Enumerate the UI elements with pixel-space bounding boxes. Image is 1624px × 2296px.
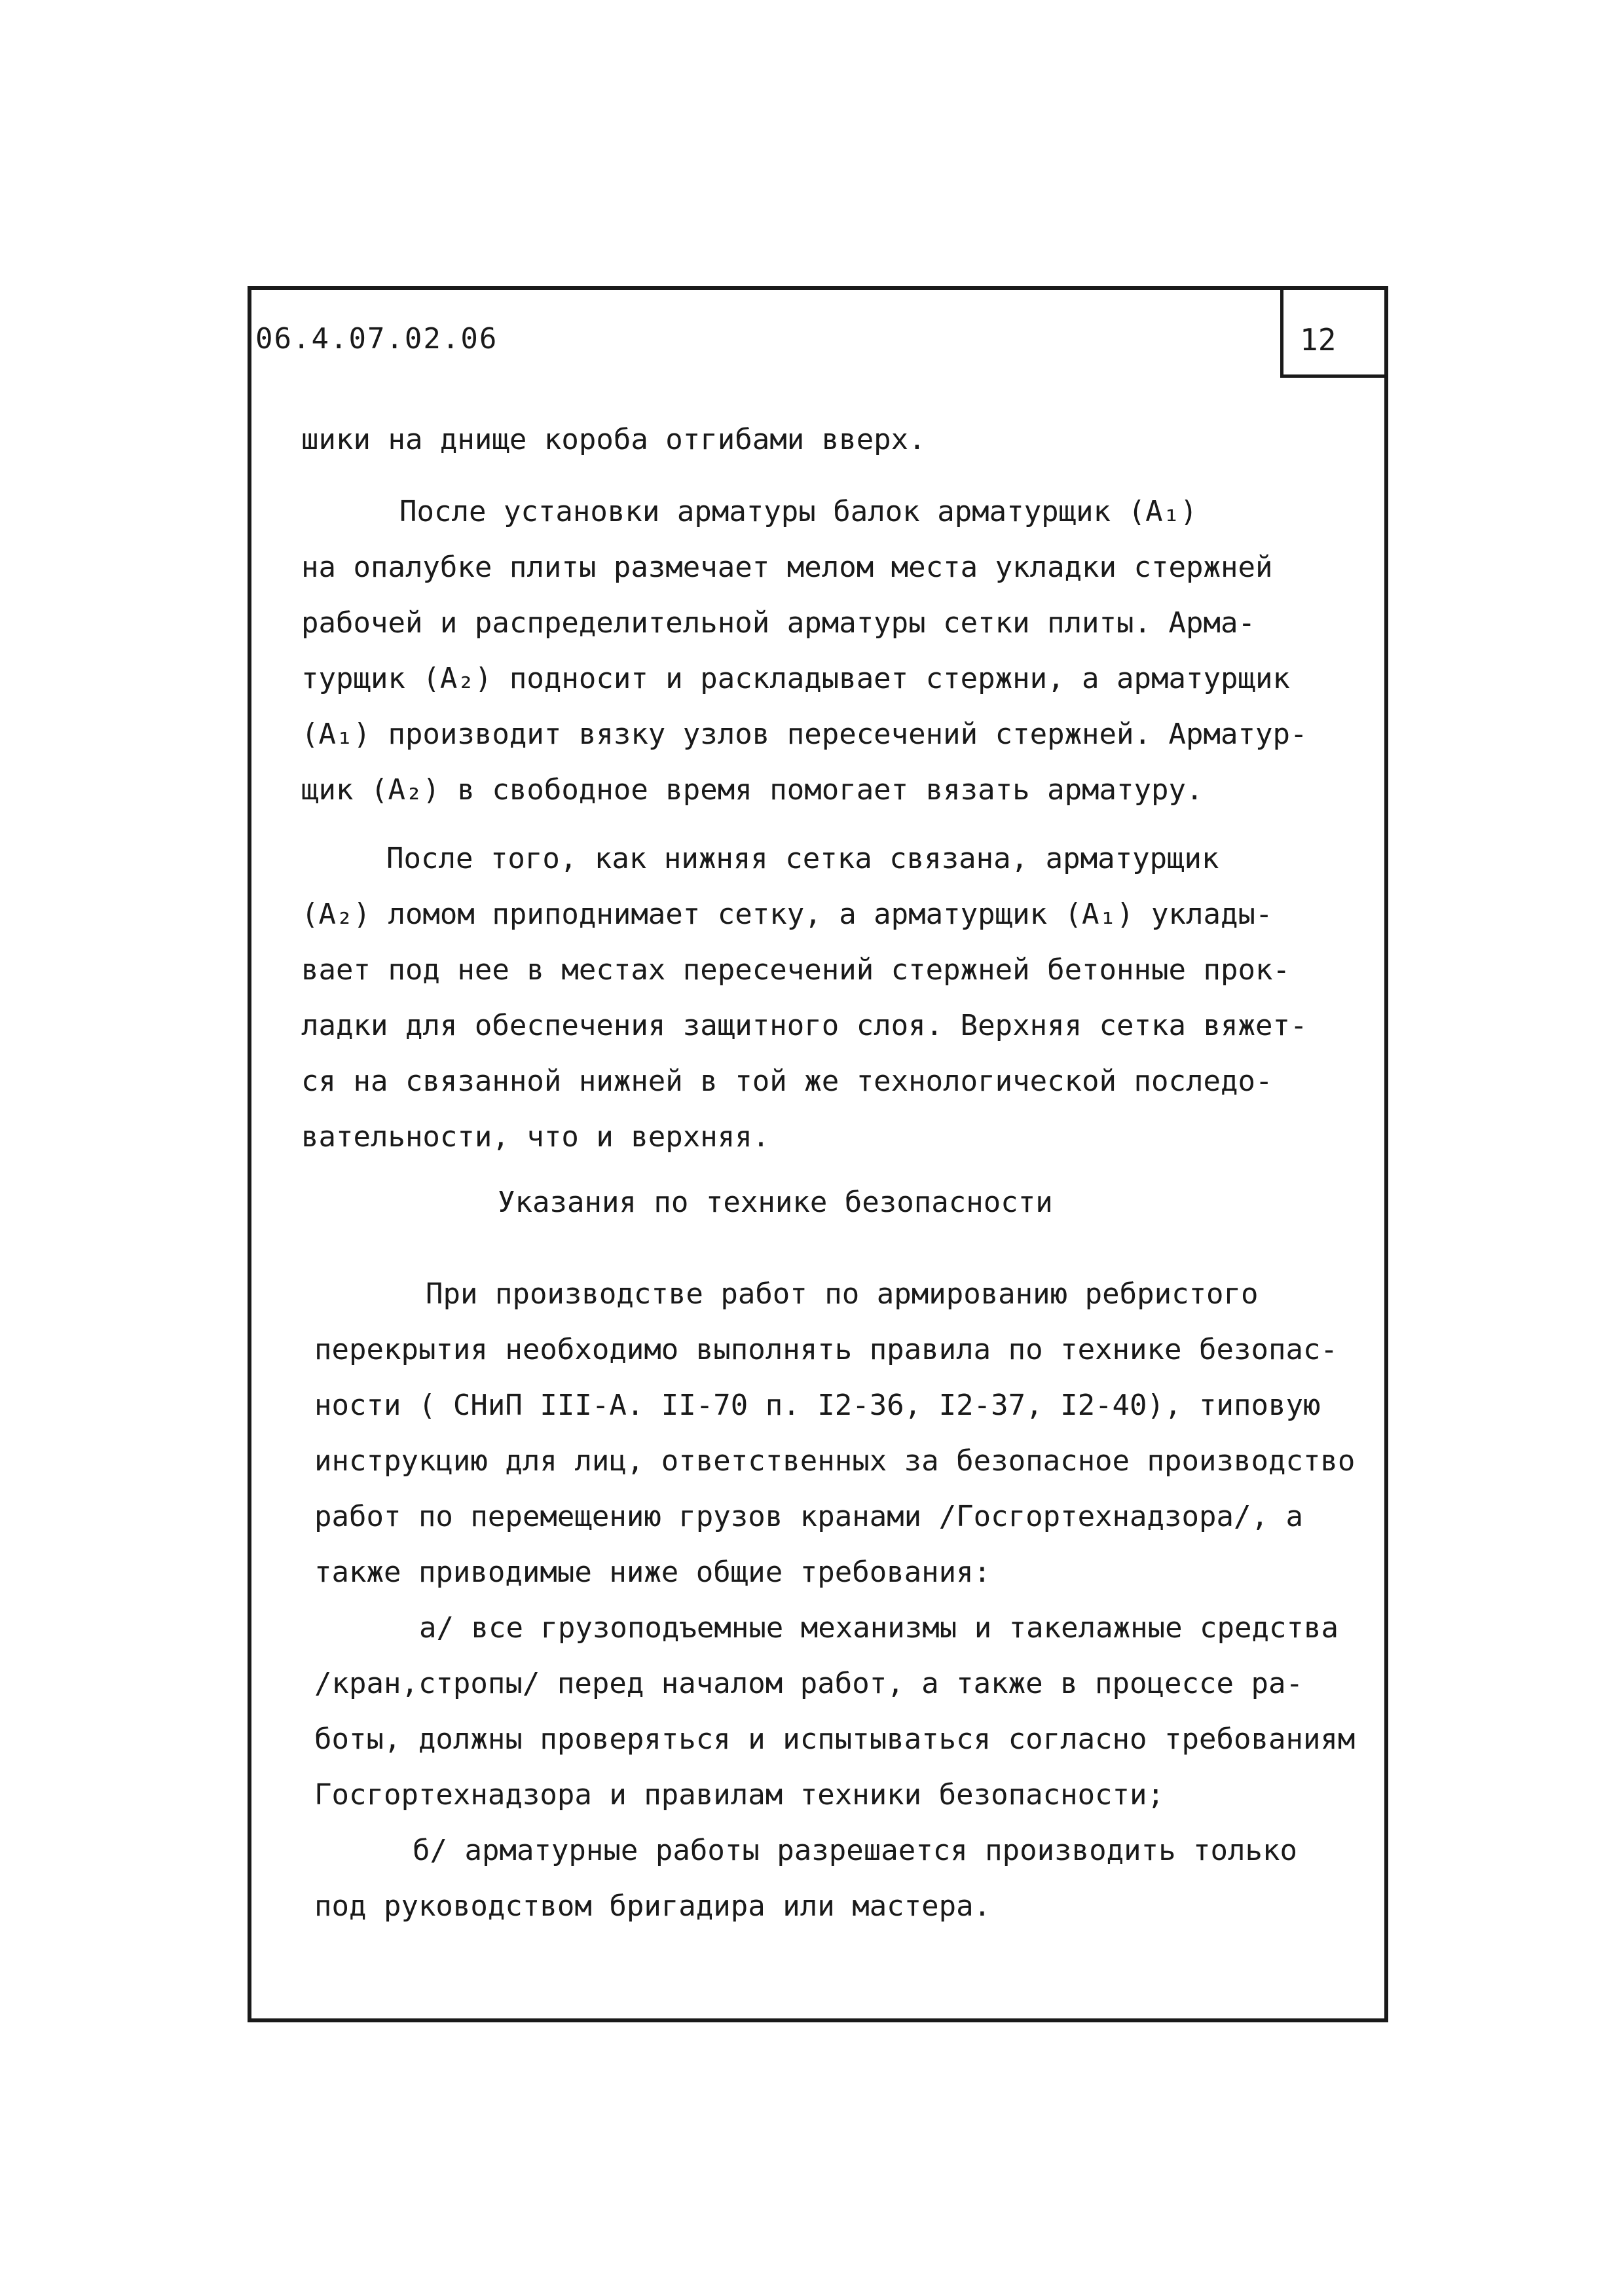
body-line: (A₁) производит вязку узлов пересечений стержней. Арматур- [301, 718, 1308, 751]
body-line: вательности, что и верхняя. [301, 1120, 770, 1154]
body-line: также приводимые ниже общие требования: [314, 1556, 991, 1589]
body-line: инструкцию для лиц, ответственных за безопасное производство [314, 1444, 1356, 1478]
section-heading: Указания по технике безопасности [498, 1186, 1053, 1219]
body-line: боты, должны проверяться и испытываться согласно требованиям [314, 1722, 1356, 1756]
body-line: /кран,стропы/ перед началом работ, а также в процессе ра- [314, 1667, 1303, 1700]
body-line: вает под нее в местах пересечений стержней бетонные прок- [301, 953, 1290, 987]
body-line: ности ( СНиП III-А. II-70 п. I2-36, I2-37, I2-40), типовую [314, 1389, 1321, 1422]
page-number: 12 [1300, 322, 1337, 357]
body-line: перекрытия необходимо выполнять правила по технике безопас- [314, 1333, 1338, 1366]
body-line: под руководством бригадира или мастера. [314, 1889, 991, 1923]
body-line: После того, как нижняя сетка связана, арматурщик [386, 842, 1219, 875]
body-line: щик (A₂) в свободное время помогает вязать арматуру. [301, 773, 1204, 807]
body-line: Госгортехнадзора и правилам техники безопасности; [314, 1778, 1165, 1812]
body-line: б/ арматурные работы разрешается производить только [413, 1834, 1298, 1867]
document-code: 06.4.07.02.06 [255, 322, 498, 355]
body-line: ся на связанной нижней в той же технологической последо- [301, 1065, 1273, 1098]
body-line: турщик (A₂) подносит и раскладывает стержни, а арматурщик [301, 662, 1290, 695]
body-line: При производстве работ по армированию ребристого [426, 1277, 1259, 1311]
document-frame [248, 286, 1388, 2022]
body-line: ладки для обеспечения защитного слоя. Верхняя сетка вяжет- [301, 1009, 1308, 1042]
body-line: рабочей и распределительной арматуры сетки плиты. Арма- [301, 606, 1255, 640]
body-line: После установки арматуры балок арматурщик (A₁) [399, 495, 1198, 528]
body-line: на опалубке плиты размечает мелом места укладки стержней [301, 551, 1273, 584]
body-line: а/ все грузоподъемные механизмы и такелажные средства [419, 1611, 1338, 1645]
body-line: работ по перемещению грузов кранами /Госгортехнадзора/, а [314, 1500, 1303, 1533]
body-line: (A₂) ломом приподнимает сетку, а арматурщик (A₁) уклады- [301, 898, 1273, 931]
body-line: шики на днище короба отгибами вверх. [301, 423, 926, 456]
